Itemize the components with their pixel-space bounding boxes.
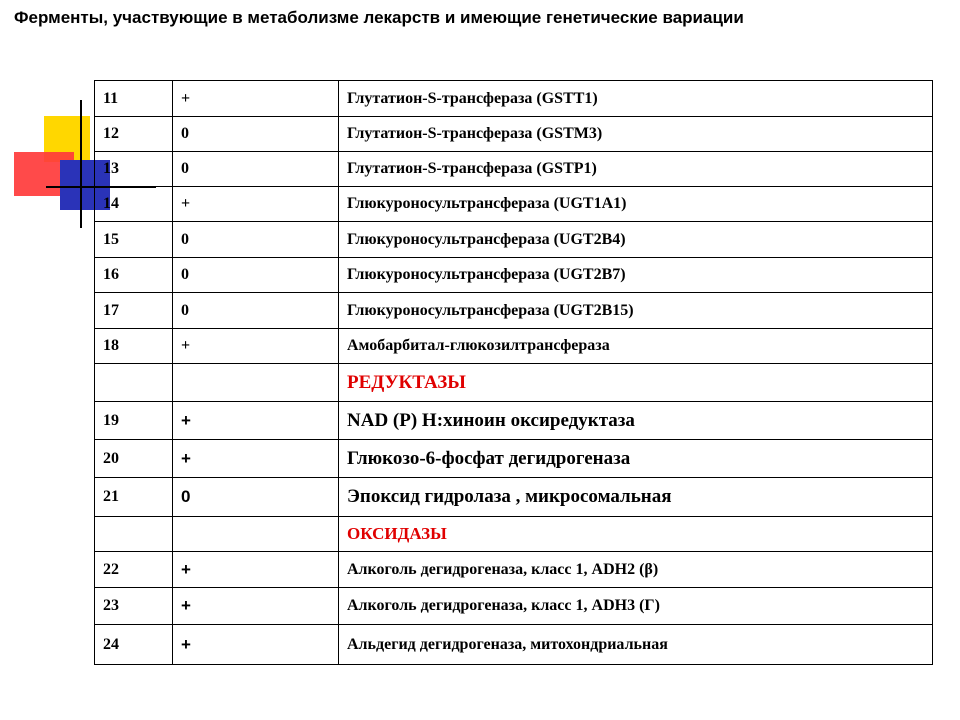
table-row bbox=[95, 588, 933, 625]
variation-mark: + bbox=[173, 625, 339, 665]
enzyme-name: Алкоголь дегидрогеназа, класс 1, ADH2 (β) bbox=[339, 552, 933, 588]
table-row bbox=[95, 440, 933, 478]
variation-mark: + bbox=[173, 440, 339, 478]
row-number: 16 bbox=[95, 258, 173, 293]
section-heading: ОКСИДАЗЫ bbox=[339, 517, 933, 552]
enzyme-name: Глюкуроносультрансфераза (UGT2B4) bbox=[339, 222, 933, 258]
enzyme-name: Глюкуроносультрансфераза (UGT2B7) bbox=[339, 258, 933, 293]
section-heading: РЕДУКТАЗЫ bbox=[339, 364, 933, 402]
row-number bbox=[95, 364, 173, 402]
row-number: 18 bbox=[95, 329, 173, 364]
variation-mark: + bbox=[173, 81, 339, 117]
enzyme-name: Альдегид дегидрогеназа, митохондриальная bbox=[339, 625, 933, 665]
row-number: 14 bbox=[95, 187, 173, 222]
row-number bbox=[95, 517, 173, 552]
row-number: 11 bbox=[95, 81, 173, 117]
table-row bbox=[95, 552, 933, 588]
table-row bbox=[95, 258, 933, 293]
variation-mark: 0 bbox=[173, 152, 339, 187]
enzyme-name: Амобарбитал-глюкозилтрансфераза bbox=[339, 329, 933, 364]
row-number: 13 bbox=[95, 152, 173, 187]
decor-vertical-line bbox=[80, 100, 82, 228]
variation-mark: 0 bbox=[173, 293, 339, 329]
variation-mark: + bbox=[173, 187, 339, 222]
enzyme-name: Глутатион-S-трансфераза (GSTM3) bbox=[339, 117, 933, 152]
enzyme-name: Глутатион-S-трансфераза (GSTP1) bbox=[339, 152, 933, 187]
table-row bbox=[95, 117, 933, 152]
table-row bbox=[95, 81, 933, 117]
row-number: 19 bbox=[95, 402, 173, 440]
variation-mark bbox=[173, 517, 339, 552]
variation-mark bbox=[173, 364, 339, 402]
enzyme-name: Алкоголь дегидрогеназа, класс 1, ADH3 (Г) bbox=[339, 588, 933, 625]
enzyme-name: Глюкуроносультрансфераза (UGT2B15) bbox=[339, 293, 933, 329]
variation-mark: + bbox=[173, 329, 339, 364]
variation-mark: 0 bbox=[173, 117, 339, 152]
variation-mark: + bbox=[173, 402, 339, 440]
row-number: 17 bbox=[95, 293, 173, 329]
enzyme-name: NAD (P) H:хиноин оксиредуктаза bbox=[339, 402, 933, 440]
section-row-reductases bbox=[95, 364, 933, 402]
variation-mark: 0 bbox=[173, 222, 339, 258]
variation-mark: 0 bbox=[173, 258, 339, 293]
enzyme-name: Глутатион-S-трансфераза (GSTT1) bbox=[339, 81, 933, 117]
row-number: 21 bbox=[95, 478, 173, 517]
enzyme-name: Эпоксид гидролаза , микросомальная bbox=[339, 478, 933, 517]
table-row bbox=[95, 329, 933, 364]
variation-mark: + bbox=[173, 588, 339, 625]
enzyme-name: Глюкуроносультрансфераза (UGT1A1) bbox=[339, 187, 933, 222]
row-number: 12 bbox=[95, 117, 173, 152]
table-row bbox=[95, 293, 933, 329]
enzyme-name: Глюкозо-6-фосфат дегидрогеназа bbox=[339, 440, 933, 478]
variation-mark: 0 bbox=[173, 478, 339, 517]
table-row bbox=[95, 478, 933, 517]
section-row-oxidases bbox=[95, 517, 933, 552]
row-number: 24 bbox=[95, 625, 173, 665]
row-number: 15 bbox=[95, 222, 173, 258]
row-number: 22 bbox=[95, 552, 173, 588]
variation-mark: + bbox=[173, 552, 339, 588]
table-row bbox=[95, 222, 933, 258]
table-row bbox=[95, 152, 933, 187]
table-row bbox=[95, 402, 933, 440]
page-title: Ферменты, участвующие в метаболизме лекарств и имеющие генетические вариации bbox=[14, 8, 744, 27]
table-row bbox=[95, 187, 933, 222]
enzyme-table bbox=[94, 80, 933, 665]
table-row bbox=[95, 625, 933, 665]
row-number: 23 bbox=[95, 588, 173, 625]
row-number: 20 bbox=[95, 440, 173, 478]
